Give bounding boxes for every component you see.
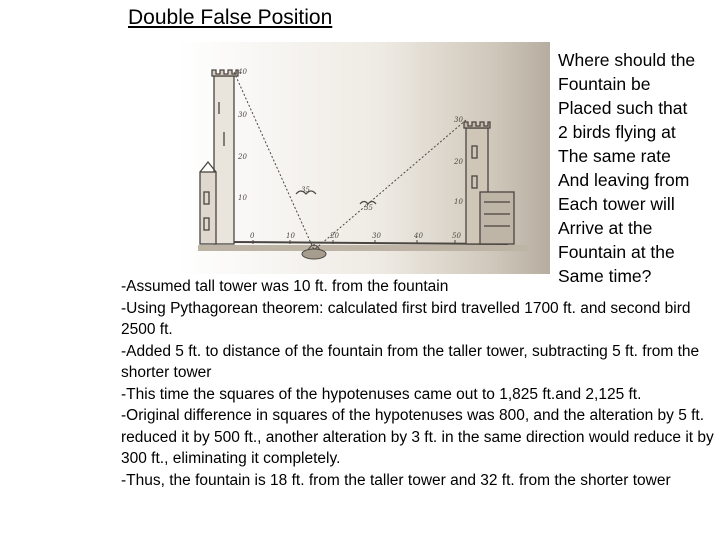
two-towers-diagram (178, 42, 550, 274)
fountain-question (558, 48, 720, 288)
question-line: And leaving from (558, 170, 690, 190)
bird-label-left: 35 (301, 186, 310, 194)
question-line: Placed such that (558, 98, 688, 118)
ground-scale-20: 20 (330, 232, 339, 240)
tall-tower-scale-10: 10 (238, 194, 247, 202)
short-tower-scale-20: 20 (454, 158, 463, 166)
solution-note: -Added 5 ft. to distance of the fountain from the taller tower, subtracting 5 ft. from the shorter tower (121, 342, 700, 381)
ground-scale-10: 10 (286, 232, 295, 240)
solution-note: -Assumed tall tower was 10 ft. from the fountain (121, 278, 449, 295)
tall-tower-scale-20: 20 (238, 153, 247, 161)
tall-tower-scale-30: 30 (238, 111, 247, 119)
ground-scale-40: 40 (414, 232, 423, 240)
ground-scale-30: 30 (372, 232, 381, 240)
slide-title: Double False Position (128, 6, 333, 29)
ground-scale-0: 0 (250, 232, 255, 240)
solution-note: -Thus, the fountain is 18 ft. from the taller tower and 32 ft. from the shorter tower (121, 471, 671, 489)
question-line: Each tower will (558, 194, 675, 214)
solution-note: -Original difference in squares of the hypotenuses was 800, and the alteration by 5 ft. reduced it by 500 ft., another alteration by 3 ft. in the same direction would reduce it by 300 ft., eliminating it completely. (121, 407, 714, 467)
question-line: Fountain be (558, 74, 651, 94)
short-tower-scale-30: 30 (454, 116, 463, 124)
solution-notes (121, 276, 716, 491)
question-line: Where should the (558, 50, 696, 70)
short-tower-scale-10: 10 (454, 198, 463, 206)
question-line: Same time? (558, 266, 652, 286)
question-line: Fountain at the (558, 242, 675, 262)
bird-label-right: 35 (364, 204, 373, 212)
solution-note: -Using Pythagorean theorem: calculated first bird travelled 1700 ft. and second bird 2500 ft. (121, 299, 691, 338)
ground-scale-50: 50 (452, 232, 461, 240)
ground-shadow (198, 245, 528, 251)
tall-tower-scale-40: 40 (238, 68, 247, 76)
question-line: The same rate (558, 146, 671, 166)
question-line: 2 birds flying at (558, 122, 676, 142)
solution-note: -This time the squares of the hypotenuses came out to 1,825 ft.and 2,125 ft. (121, 385, 642, 403)
question-line: Arrive at the (558, 218, 653, 238)
